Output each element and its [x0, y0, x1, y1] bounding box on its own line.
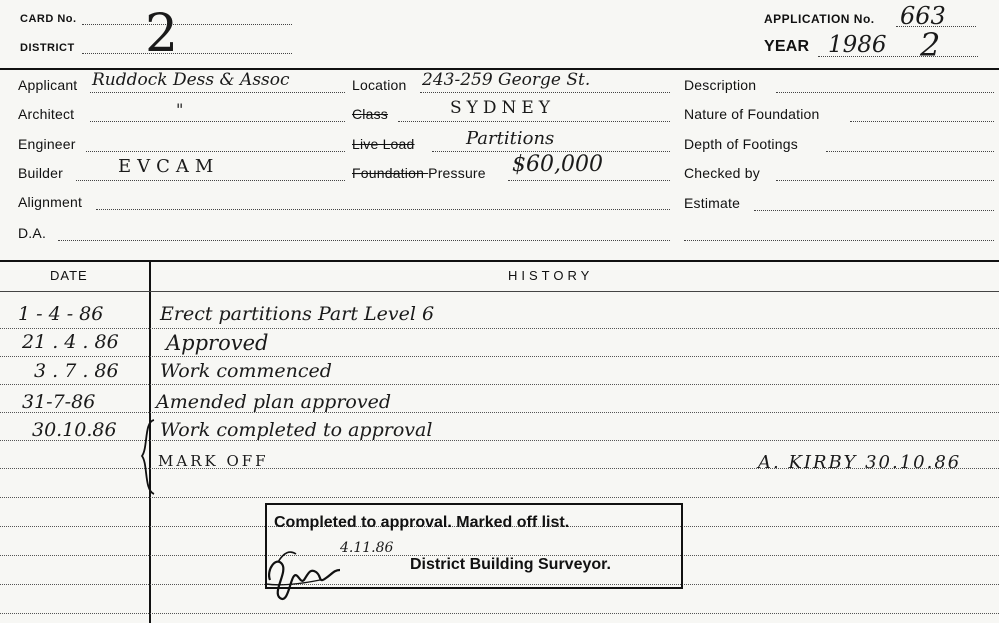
engineer-line [86, 151, 345, 152]
architect-label: Architect [18, 106, 75, 122]
checked-line [776, 180, 994, 181]
applicant-value: Ruddock Dess & Assoc [92, 70, 290, 90]
history-header: HISTORY [508, 268, 594, 283]
history-date: 3 . 7 . 86 [34, 360, 119, 382]
stamp-line-1: Completed to approval. Marked off list. [274, 514, 570, 531]
year-label: YEAR [764, 38, 810, 55]
depth-line [826, 151, 994, 152]
depth-of-footings-label: Depth of Footings [684, 136, 798, 152]
live-load-label: Live Load [352, 136, 415, 152]
history-entry: Amended plan approved [156, 391, 391, 413]
nature-line [850, 121, 994, 122]
applicant-line [90, 92, 345, 93]
brace-mark [136, 418, 158, 496]
location-line [420, 92, 670, 93]
history-date: 31-7-86 [22, 391, 96, 413]
class-value: SYDNEY [450, 98, 556, 118]
foundation-pressure-value: $60,000 [512, 152, 603, 177]
live-load-value: Partitions [466, 128, 555, 149]
location-label: Location [352, 77, 407, 93]
district-label: DISTRICT [20, 42, 75, 54]
foundation-pressure-label: Foundation Pressure [352, 165, 486, 181]
builder-value: EVCAM [118, 156, 220, 177]
stamp-date-mark: 4.11.86 [340, 540, 394, 556]
estimate-label: Estimate [684, 195, 741, 211]
history-entry: Erect partitions Part Level 6 [160, 303, 435, 325]
history-header-rule [0, 291, 999, 292]
applicant-label: Applicant [18, 77, 78, 93]
alignment-line [96, 209, 670, 210]
alignment-label: Alignment [18, 194, 83, 210]
history-entry: Work commenced [160, 360, 332, 382]
surveyor-signature [260, 540, 350, 606]
description-line [776, 92, 994, 93]
history-entry: Approved [166, 331, 269, 355]
district-line [82, 53, 292, 54]
architect-value: " [176, 100, 184, 119]
right-extra-line [684, 240, 994, 241]
builder-line [76, 180, 345, 181]
history-date: 30.10.86 [32, 419, 117, 441]
year-suffix: 2 [920, 26, 941, 64]
nature-of-foundation-label: Nature of Foundation [684, 106, 820, 122]
engineer-label: Engineer [18, 136, 76, 152]
application-no-label: APPLICATION No. [764, 12, 875, 26]
estimate-line [754, 210, 994, 211]
builder-label: Builder [18, 165, 63, 181]
history-signoff: A. KIRBY 30.10.86 [758, 452, 962, 473]
history-date: 21 . 4 . 86 [22, 331, 119, 353]
card-no-line [82, 24, 292, 25]
year-value: 1986 [828, 32, 887, 58]
date-header: DATE [50, 268, 88, 283]
da-line [58, 240, 670, 241]
history-entry: Work completed to approval [160, 419, 433, 441]
application-no-value: 663 [900, 2, 946, 30]
foundation-pressure-line [508, 180, 670, 181]
stamp-line-2: District Building Surveyor. [410, 556, 611, 573]
checked-by-label: Checked by [684, 165, 760, 181]
location-value: 243-259 George St. [422, 70, 591, 90]
class-line [398, 121, 670, 122]
history-entry: MARK OFF [158, 452, 269, 470]
architect-line [90, 121, 345, 122]
card-no-label: CARD No. [20, 13, 77, 25]
history-date: 1 - 4 - 86 [18, 303, 104, 325]
description-label: Description [684, 77, 757, 93]
da-label: D.A. [18, 225, 47, 241]
card-district-value: 2 [145, 4, 179, 64]
class-label: Class [352, 106, 389, 122]
